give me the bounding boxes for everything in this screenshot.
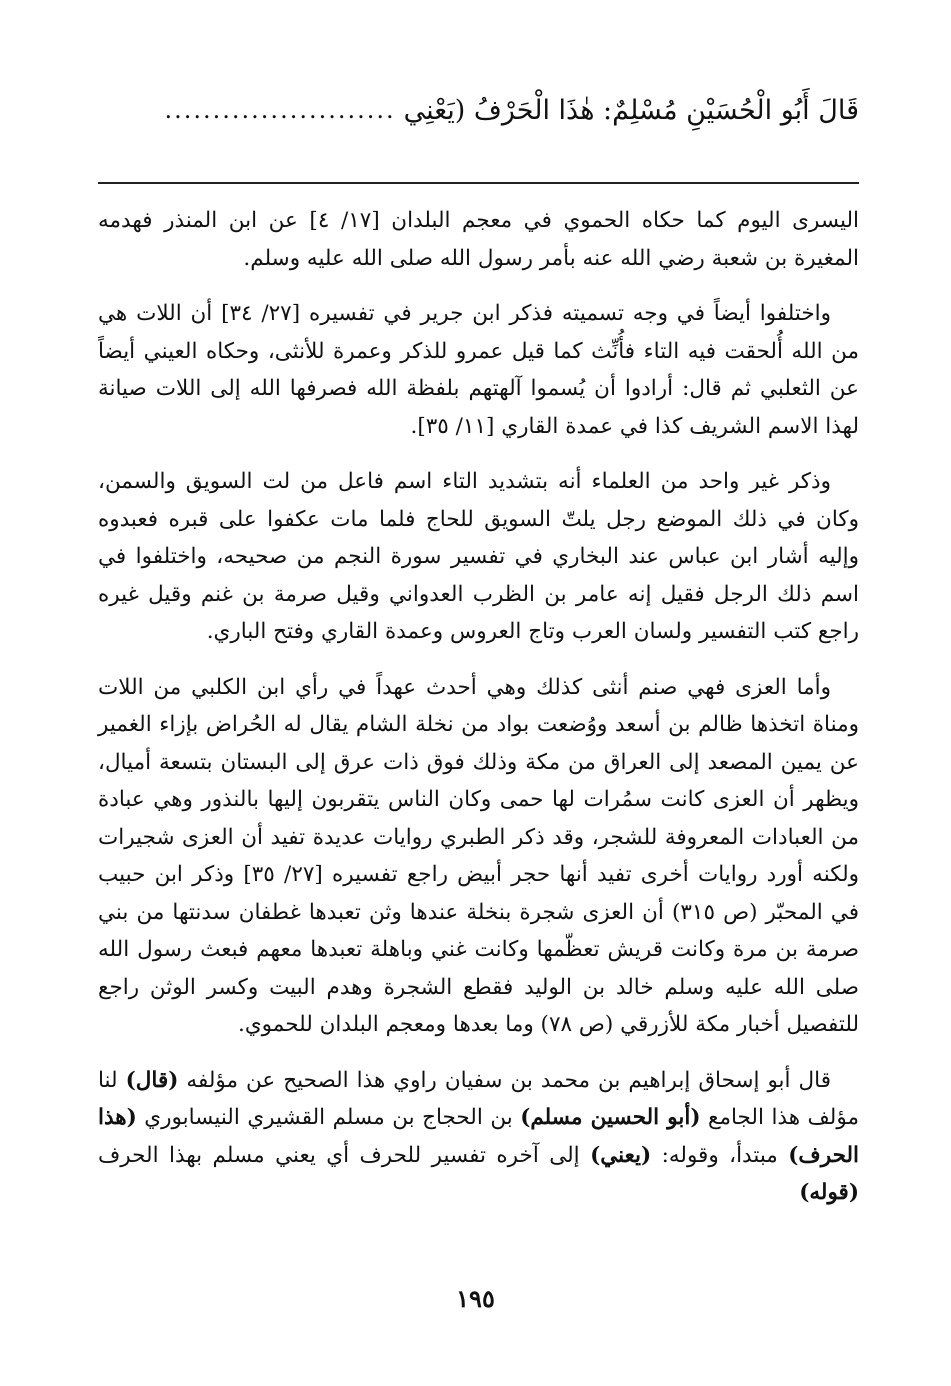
text-run: قال أبو إسحاق إبراهيم بن محمد بن سفيان راوي هذا الصحيح عن مؤلفه <box>186 1067 831 1093</box>
page-header <box>92 80 859 140</box>
paragraph: اليسرى اليوم كما حكاه الحموي في معجم البلدان [١٧/ ٤] عن ابن المنذر فهدمه المغيرة بن شعبة رضي الله عنه بأمر رسول الله صلى الله عليه وسلم. <box>98 208 860 271</box>
bold-term: (يعني) <box>590 1142 652 1168</box>
paragraph: وذكر غير واحد من العلماء أنه بتشديد التاء اسم فاعل من لت السويق والسمن، وكان في ذلك الموضع رجل يلتّ السويق للحاج فلما مات عكفوا على قبره فعبدوه وإليه أشار ابن عباس عند البخاري في تفسير سورة النجم من صحيحه، واختلفوا في اسم ذلك الرجل فقيل إنه عامر بن الظرب العدواني وقيل صرمة بن غنم وقيل غيره راجع كتب التفسير ولسان العرب وتاج العروس وعمدة القاري وفتح الباري. <box>98 469 859 644</box>
bold-term: (قوله) <box>799 1180 859 1205</box>
text-run: بن الحجاج بن مسلم القشيري النيسابوري <box>144 1105 513 1130</box>
text-run: إلى آخره تفسير للحرف أي يعني مسلم بهذا الحرف <box>98 1142 580 1168</box>
paragraph: واختلفوا أيضاً في وجه تسميته فذكر ابن جرير في تفسيره [٢٧/ ٣٤] أن اللات هي من الله أُلحقت فيه التاء فأُنِّث كما قيل عمرو للذكر وعمرة للأنثى، وحكاه العيني أيضاً عن الثعلبي ثم قال: أرادوا أن يُسموا آلهتهم بلفظة الله فصرفها الله إلى اللات صيانة لهذا الاسم الشريف كذا في عمدة القاري [١١/ ٣٥]. <box>98 301 859 439</box>
bold-term: (أبو الحسين مسلم) <box>520 1105 701 1130</box>
page-number: ١٩٥ <box>456 1284 495 1313</box>
header-divider <box>98 182 859 184</box>
text-run: مبتدأ، وقوله: <box>661 1142 778 1168</box>
header-dots: ........................ <box>164 96 396 124</box>
paragraph-with-bold-terms <box>98 1062 859 1212</box>
paragraph: وأما العزى فهي صنم أنثى كذلك وهي أحدث عهداً في رأي ابن الكلبي من اللات ومناة اتخذها ظالم بن أسعد ووُضعت بواد من نخلة الشام يقال له الحُراض بإزاء الغمير عن يمين المصعد إلى العراق من مكة وذلك فوق ذات عرق إلى البستان بتسعة أميال، ويظهر أن العزى كانت سمُرات لها حمى وكان الناس يتقربون إليها بالنذور وهي عبادة من العبادات المعروفة للشجر، وقد ذكر الطبري روايات عديدة تفيد أن العزى شجيرات ولكنه أورد روايات أخرى تفيد أنها حجر أبيض راجع تفسيره [٢٧/ ٣٥] وذكر ابن حبيب في المحبّر (ص ٣١٥) أن العزى شجرة بنخلة عندها وثن تعبدها غطفان سدنتها من بني صرمة بن مرة وكانت قريش تعظّمها وكانت غني وباهلة تعبدها معهم فبعث رسول الله صلى الله عليه وسلم خالد بن الوليد فقطع الشجرة وهدم البيت وكسر الوثن راجع للتفصيل أخبار مكة للأزرقي (ص ٧٨) وما بعدها ومعجم البلدان للحموي. <box>98 674 860 1037</box>
bold-term: (هذا الحرف) <box>98 1105 859 1168</box>
commentary-body <box>98 202 859 1230</box>
bold-term: (قال) <box>125 1067 179 1093</box>
header-title: قَالَ أَبُو الْحُسَيْنِ مُسْلِمٌ: هٰذَا الْحَرْفُ (يَعْنِي <box>403 94 859 126</box>
text-run: لنا مؤلف هذا الجامع <box>98 1067 859 1130</box>
